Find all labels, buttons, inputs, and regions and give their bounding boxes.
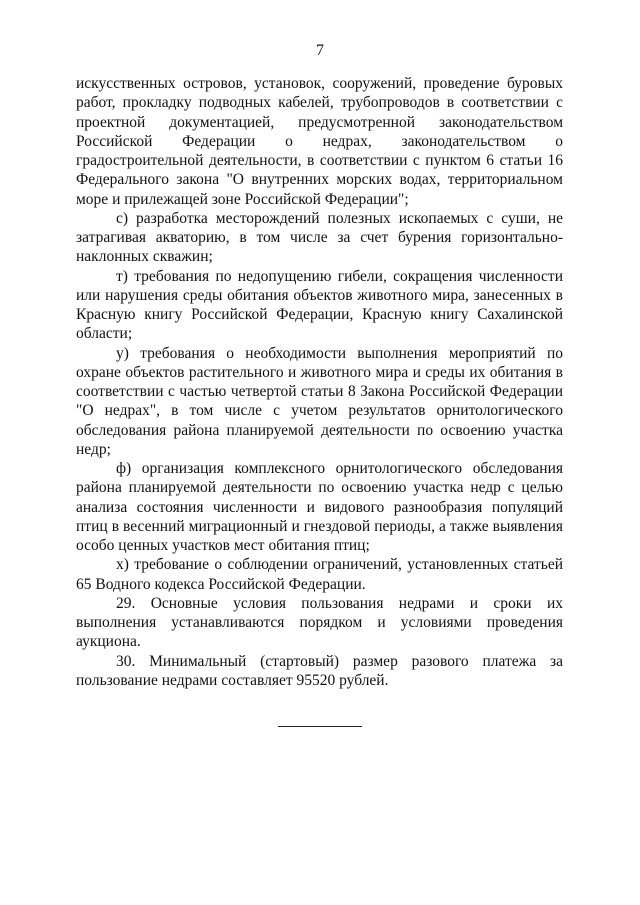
paragraph-item-s: с) разработка месторождений полезных ископаемых с суши, не затрагивая акваторию, в том числе за счет бурения горизонтально-наклонных скважин; bbox=[76, 209, 563, 266]
document-body bbox=[76, 74, 563, 690]
end-of-document-rule bbox=[278, 726, 362, 727]
paragraph-item-kh: х) требование о соблюдении ограничений, установленных статьей 65 Водного кодекса Российской Федерации. bbox=[76, 556, 563, 593]
paragraph-item-t: т) требования по недопущению гибели, сокращения численности или нарушения среды обитания объектов животного мира, занесенных в Красную книгу Российской Федерации, Красную книгу Сахалинской области; bbox=[76, 267, 563, 343]
paragraph-item-f: ф) организация комплексного орнитологического обследования района планируемой деятельности по освоению участка недр с целью анализа состояния численности и видового разнообразия популяций птиц в весенний миграционный и гнездовой периоды, а также выявления особо ценных участков мест обитания птиц; bbox=[76, 460, 563, 554]
page-number: 7 bbox=[316, 42, 324, 59]
paragraph-30: 30. Минимальный (стартовый) размер разового платежа за пользование недрами составляет 95520 рублей. bbox=[76, 652, 563, 689]
paragraph-item-u: у) требования о необходимости выполнения мероприятий по охране объектов растительного и животного мира и среды их обитания в соответствии с частью четвертой статьи 8 Закона Российской Федерации "О недрах", в том числе с учетом результатов орнитологического обследования района планируемой деятельности по освоению участка недр; bbox=[76, 344, 563, 458]
paragraph-continuation: искусственных островов, установок, сооружений, проведение буровых работ, прокладку подводных кабелей, трубопроводов в соответствии с проектной документацией, предусмотренной законодательством Российской Федерации о недрах, законодательством о градостроительной деятельности, в соответствии с пунктом 6 статьи 16 Федерального закона "О внутренних морских водах, территориальном море и прилежащей зоне Российской Федерации"; bbox=[76, 75, 563, 208]
paragraph-29: 29. Основные условия пользования недрами и сроки их выполнения устанавливаются порядком и условиями проведения аукциона. bbox=[76, 594, 563, 651]
